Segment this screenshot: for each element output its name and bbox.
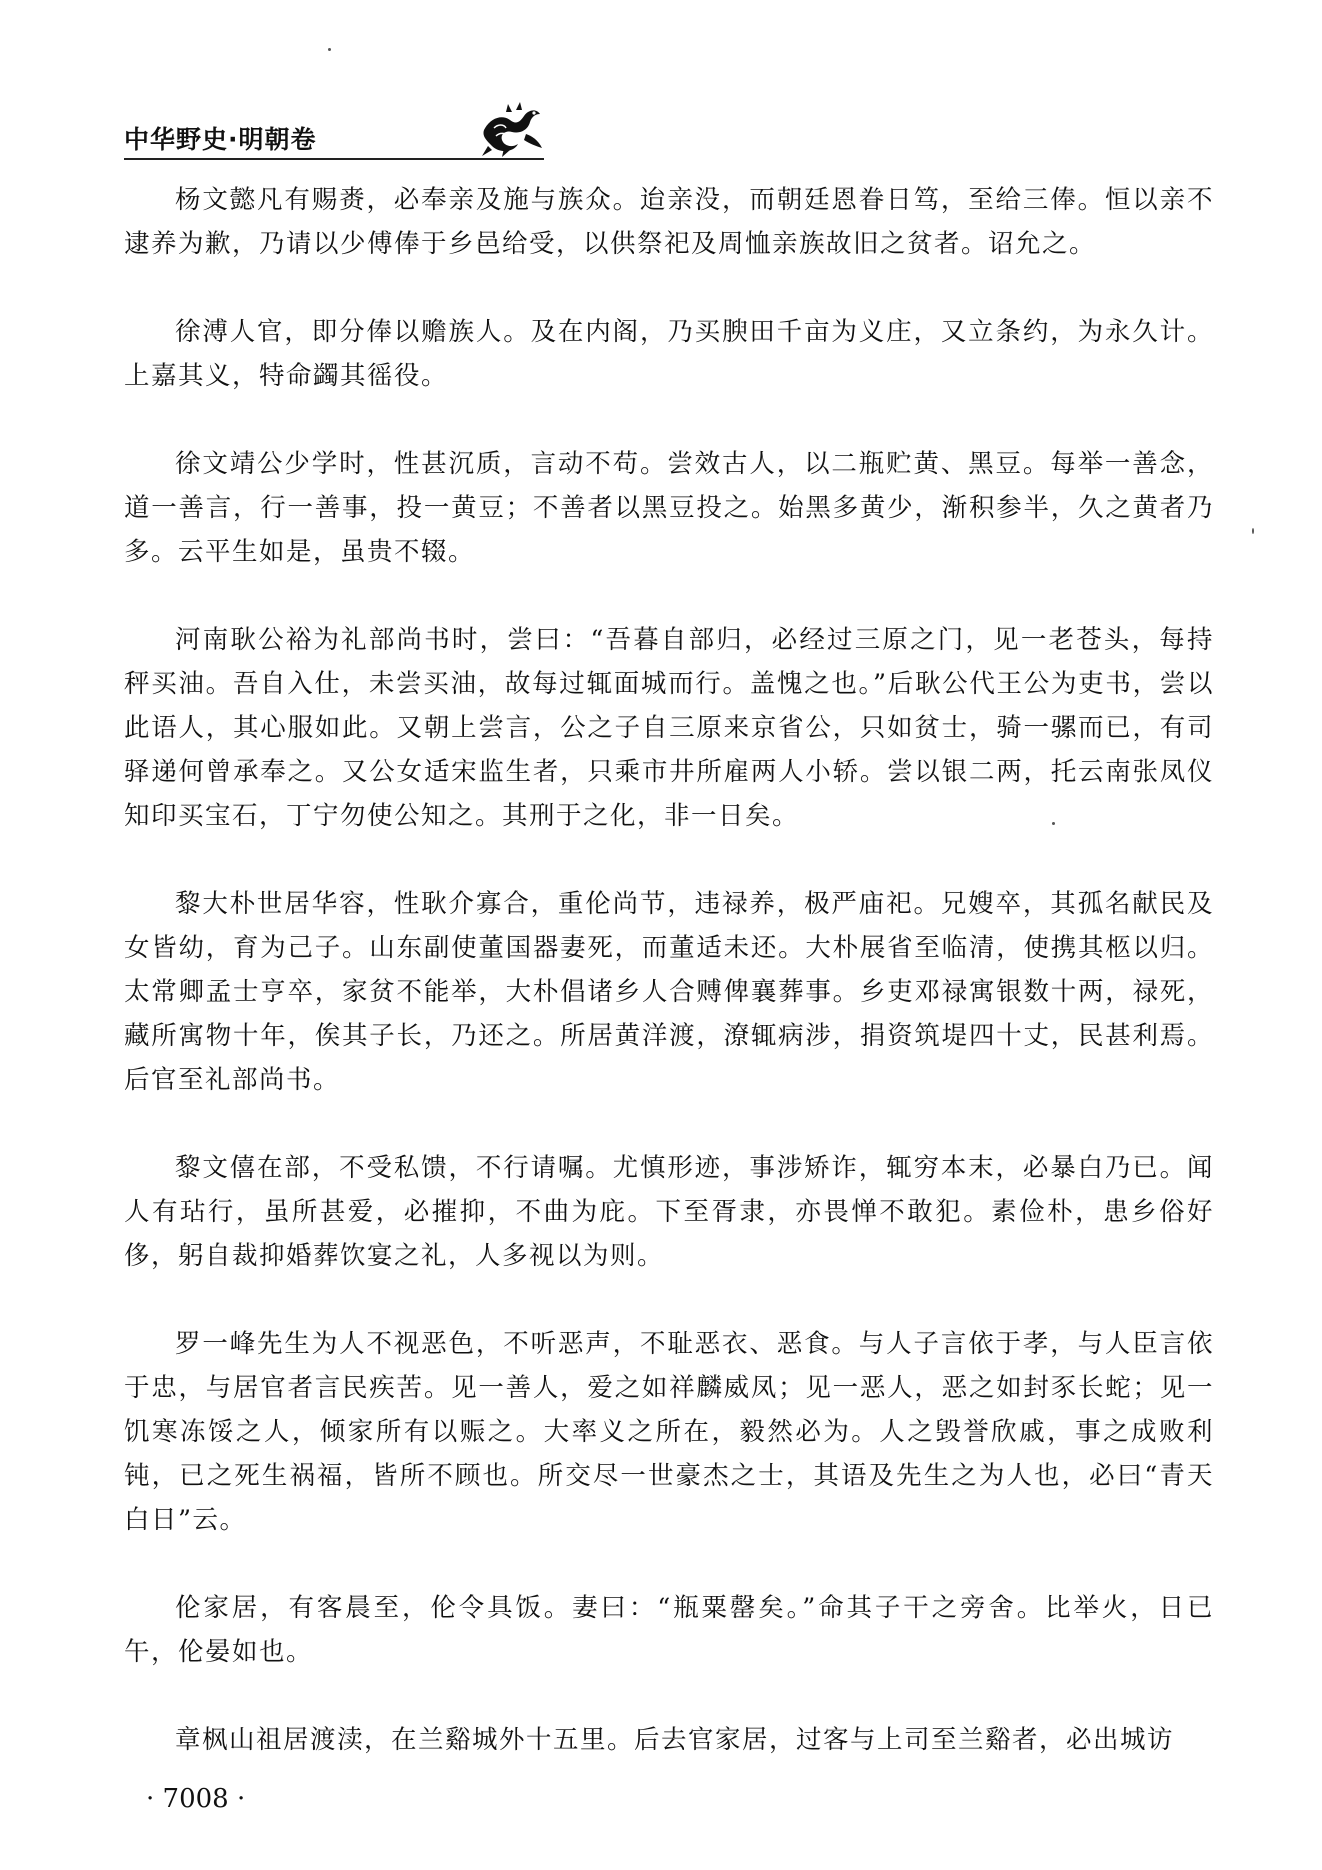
paragraph: 徐文靖公少学时，性甚沉质，言动不苟。尝效古人，以二瓶贮黄、黑豆。每举一善念，道一善言，行一善事，投一黄豆；不善者以黑豆投之。始黑多黄少，渐积参半，久之黄者乃多。云平生如是，虽贵不辍。 xyxy=(124,449,1214,567)
paragraph: 伦家居，有客晨至，伦令具饭。妻曰：“瓶粟罄矣。”命其子干之旁舍。比举火，日已午，伦晏如也。 xyxy=(124,1593,1214,1667)
dragon-icon xyxy=(476,100,548,158)
paragraph: 黎文僖在部，不受私馈，不行请嘱。尤慎形迹，事涉矫诈，辄穷本末，必暴白乃已。闻人有玷行，虽所甚爱，必摧抑，不曲为庇。下至胥隶，亦畏惮不敢犯。素俭朴，患乡俗好侈，躬自裁抑婚葬饮宴之礼，人多视以为则。 xyxy=(124,1153,1214,1271)
scan-speck xyxy=(1252,528,1254,534)
paragraph: 黎大朴世居华容，性耿介寡合，重伦尚节，违禄养，极严庙祀。兄嫂卒，其孤名献民及女皆幼，育为己子。山东副使董国器妻死，而董适未还。大朴展省至临清，使携其柩以归。太常卿孟士亨卒，家贫不能举，大朴倡诸乡人合赙俾襄葬事。乡吏邓禄寓银数十两，禄死，藏所寓物十年，俟其子长，乃还之。所居黄洋渡，潦辄病涉，捐资筑堤四十丈，民甚利焉。后官至礼部尚书。 xyxy=(124,889,1214,1095)
paragraph: 杨文懿凡有赐赉，必奉亲及施与族众。迨亲没，而朝廷恩眷日笃，至给三俸。恒以亲不逮养为歉，乃请以少傅俸于乡邑给受，以供祭祀及周恤亲族故旧之贫者。诏允之。 xyxy=(124,185,1214,259)
paragraph: 河南耿公裕为礼部尚书时，尝曰：“吾暮自部归，必经过三原之门，见一老苍头，每持秤买油。吾自入仕，未尝买油，故每过辄面城而行。盖愧之也。”后耿公代王公为吏书，尝以此语人，其心服如此。又朝上尝言，公之子自三原来京省公，只如贫士，骑一骡而已，有司驿递何曾承奉之。又公女适宋监生者，只乘市井所雇两人小轿。尝以银二两，托云南张凤仪知印买宝石，丁宁勿使公知之。其刑于之化，非一日矣。 xyxy=(124,625,1214,831)
body-text xyxy=(124,178,1214,1806)
paragraph: 徐溥人官，即分俸以赡族人。及在内阁，乃买腴田千亩为义庄，又立条约，为永久计。上嘉其义，特命蠲其徭役。 xyxy=(124,317,1214,391)
paragraph: 章枫山祖居渡渎，在兰谿城外十五里。后去官家居，过客与上司至兰谿者，必出城访 xyxy=(175,1725,1175,1755)
book-title: 中华野史·明朝卷 xyxy=(124,125,317,154)
page-number: · 7008 · xyxy=(146,1784,246,1814)
scan-speck xyxy=(328,48,331,51)
running-header xyxy=(124,100,544,162)
header-rule xyxy=(124,158,544,160)
paragraph: 罗一峰先生为人不视恶色，不听恶声，不耻恶衣、恶食。与人子言依于孝，与人臣言依于忠，与居官者言民疾苦。见一善人，爱之如祥麟威凤；见一恶人，恶之如封豕长蛇；见一饥寒冻馁之人，倾家所有以赈之。大率义之所在，毅然必为。人之毁誉欣戚，事之成败利钝，已之死生祸福，皆所不顾也。所交尽一世豪杰之士，其语及先生之为人也，必曰“青天白日”云。 xyxy=(124,1329,1214,1535)
scan-speck xyxy=(1052,822,1055,825)
